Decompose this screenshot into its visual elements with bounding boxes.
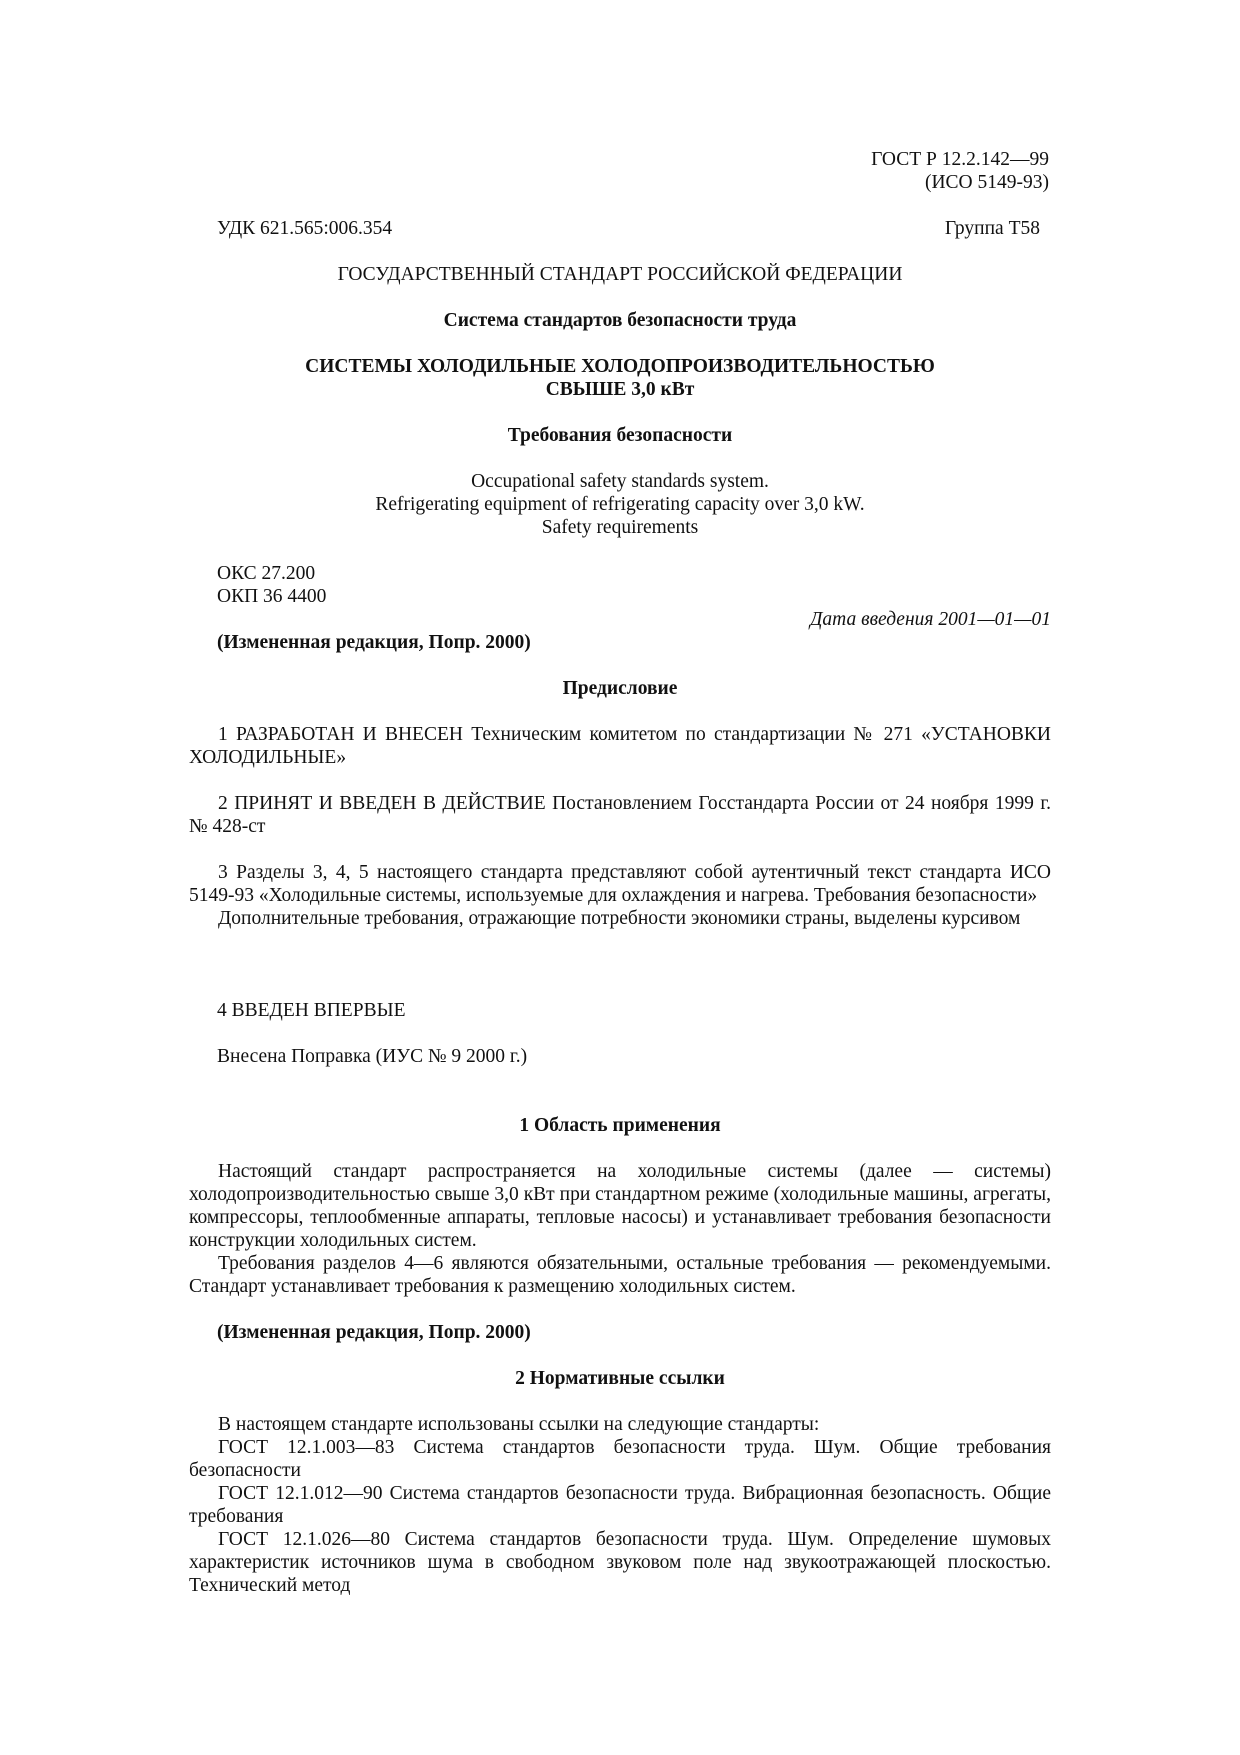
introduction-date: Дата введения 2001—01—01 [810,609,1051,630]
preface-item-2 [189,792,1051,838]
amendment-note: (Измененная редакция, Попр. 2000) [217,1322,531,1343]
udk-code: УДК 621.565:006.354 [217,218,393,239]
preface-item-4: 4 ВВЕДЕН ВПЕРВЫЕ [217,1000,406,1021]
oks-code: ОКС 27.200 [217,563,316,584]
section-1-body [189,1160,1051,1298]
preface-item-3-text: 3 Разделы 3, 4, 5 настоящего стандарта представляют собой аутентичный текст стандарта ИСО 5149-93 «Холодильные системы, используемые для охлаждения и нагрева. Требования безопасности» [189,862,1051,906]
amendment-note: (Измененная редакция, Попр. 2000) [217,632,531,653]
english-title-line2: Refrigerating equipment of refrigerating capacity over 3,0 kW. [375,494,865,515]
iso-number: (ИСО 5149-93) [924,172,1049,193]
section-1-paragraph-2: Требования разделов 4—6 являются обязательными, остальные требования — рекомендуемыми. Стандарт устанавливает требования к размещению холодильных систем. [189,1253,1051,1297]
document-title-line2: СВЫШЕ 3,0 кВт [545,379,695,400]
preface-item-2-text: 2 ПРИНЯТ И ВВЕДЕН В ДЕЙСТВИЕ Постановлением Госстандарта России от 24 ноября 1999 г. № 428-ст [189,793,1051,837]
normative-reference: ГОСТ 12.1.026—80 Система стандартов безопасности труда. Шум. Определение шумовых характеристик источников шума в свободном звуковом поле над звукоотражающей плоскостью. Технический метод [189,1529,1051,1596]
preface-item-1-text: 1 РАЗРАБОТАН И ВНЕСЕН Техническим комитетом по стандартизации № 271 «УСТАНОВКИ ХОЛОДИЛЬНЫЕ» [189,724,1051,768]
document-subtitle: Требования безопасности [507,425,733,446]
state-standard-title: ГОСУДАРСТВЕННЫЙ СТАНДАРТ РОССИЙСКОЙ ФЕДЕРАЦИИ [337,264,903,285]
normative-reference: ГОСТ 12.1.012—90 Система стандартов безопасности труда. Вибрационная безопасность. Общие требования [189,1483,1051,1527]
normative-reference: ГОСТ 12.1.003—83 Система стандартов безопасности труда. Шум. Общие требования безопасности [189,1437,1051,1481]
section-2-heading: 2 Нормативные ссылки [515,1368,725,1389]
group-code: Группа Т58 [944,218,1040,239]
system-title: Система стандартов безопасности труда [443,310,797,331]
correction-note: Внесена Поправка (ИУС № 9 2000 г.) [217,1046,528,1067]
preface-heading: Предисловие [562,678,678,699]
section-1-heading: 1 Область применения [519,1115,721,1136]
preface-item-1 [189,723,1051,769]
preface-item-3 [189,861,1051,930]
preface-item-3-extra: Дополнительные требования, отражающие потребности экономики страны, выделены курсивом [218,908,1021,929]
section-2-intro: В настоящем стандарте использованы ссылки на следующие стандарты: [218,1414,820,1435]
okp-code: ОКП 36 4400 [217,586,327,607]
section-2-body [189,1413,1051,1597]
english-title-line1: Occupational safety standards system. [471,471,769,492]
section-1-paragraph-1: Настоящий стандарт распространяется на холодильные системы (далее — системы) холодопроизводительностью свыше 3,0 кВт при стандартном режиме (холодильные машины, агрегаты, компрессоры, теплообменные аппараты, тепловые насосы) и устанавливает требования безопасности конструкции холодильных систем. [189,1161,1051,1251]
gost-number: ГОСТ Р 12.2.142—99 [871,149,1049,170]
document-title-line1: СИСТЕМЫ ХОЛОДИЛЬНЫЕ ХОЛОДОПРОИЗВОДИТЕЛЬНОСТЬЮ [305,356,935,377]
english-title-line3: Safety requirements [541,517,699,538]
